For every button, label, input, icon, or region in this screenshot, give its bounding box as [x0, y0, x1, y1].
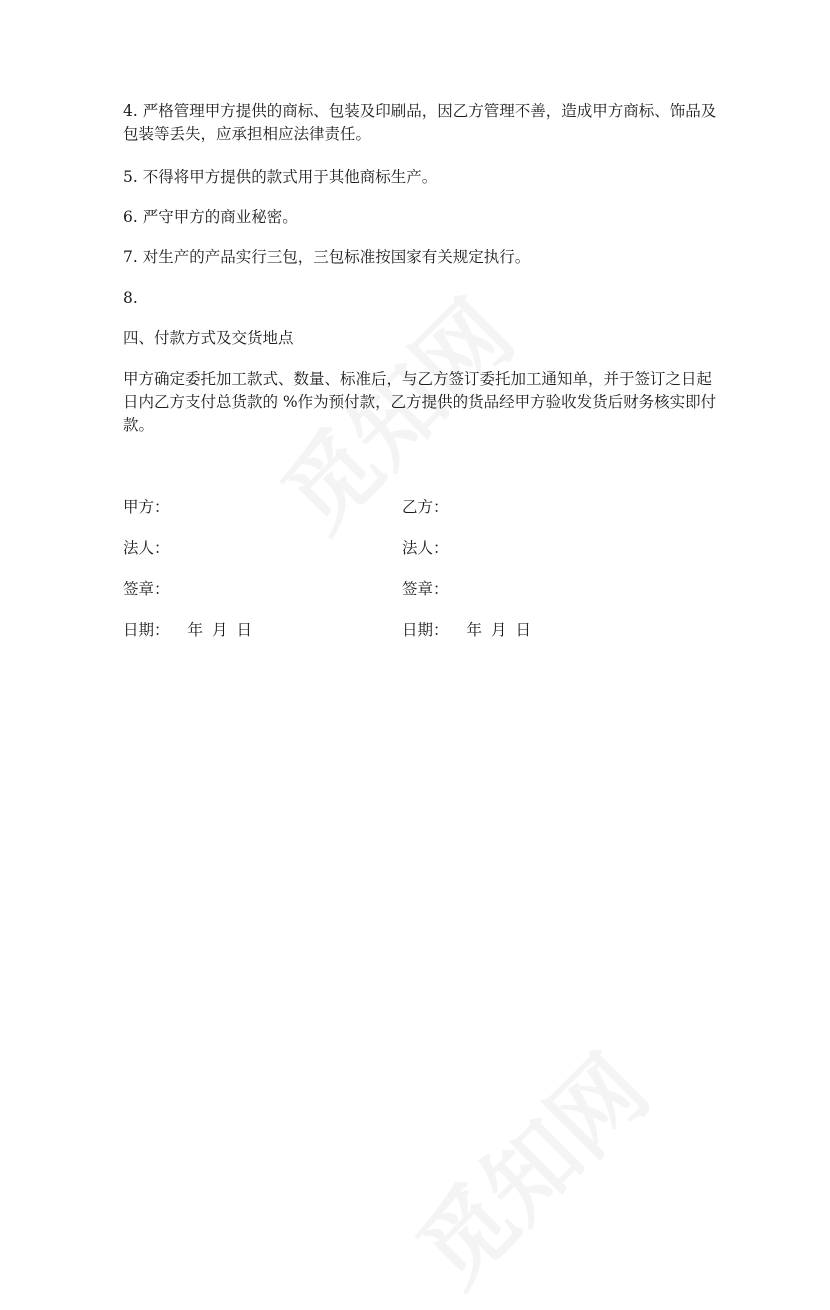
party-b-seal-label: 签章：	[402, 580, 449, 598]
party-b-date-line	[402, 619, 531, 642]
clause-7: 7. 对生产的产品实行三包，三包标准按国家有关规定执行。	[123, 248, 531, 266]
party-b-label: 乙方：	[402, 498, 449, 516]
party-a-year-label: 年	[187, 621, 204, 639]
clause-8: 8.	[123, 289, 138, 307]
party-b-day-label: 日	[515, 621, 532, 639]
party-b-year-label: 年	[466, 621, 483, 639]
party-a-date-label: 日期：	[123, 621, 170, 639]
party-b-month-label: 月	[491, 621, 507, 639]
party-a-legal-rep-label: 法人：	[123, 539, 170, 557]
section-heading-payment: 四、付款方式及交货地点	[123, 329, 294, 347]
clause-5: 5. 不得将甲方提供的款式用于其他商标生产。	[123, 168, 438, 186]
payment-terms-paragraph: 甲方确定委托加工款式、数量、标准后，与乙方签订委托加工通知单，并于签订之日起 日内乙方支付总货款的 %作为预付款，乙方提供的货品经甲方验收发货后财务核实即付款。	[123, 370, 717, 434]
clause-4: 4. 严格管理甲方提供的商标、包装及印刷品，因乙方管理不善，造成甲方商标、饰品及包装等丢失，应承担相应法律责任。	[123, 102, 717, 143]
party-a-label: 甲方：	[123, 498, 170, 516]
party-a-date-line	[123, 619, 252, 642]
watermark	[384, 1022, 673, 1310]
party-a-seal-label: 签章：	[123, 580, 170, 598]
party-a-day-label: 日	[236, 621, 253, 639]
clause-6: 6. 严守甲方的商业秘密。	[123, 208, 298, 226]
party-a-month-label: 月	[212, 621, 228, 639]
party-b-legal-rep-label: 法人：	[402, 539, 449, 557]
party-b-date-label: 日期：	[402, 621, 449, 639]
